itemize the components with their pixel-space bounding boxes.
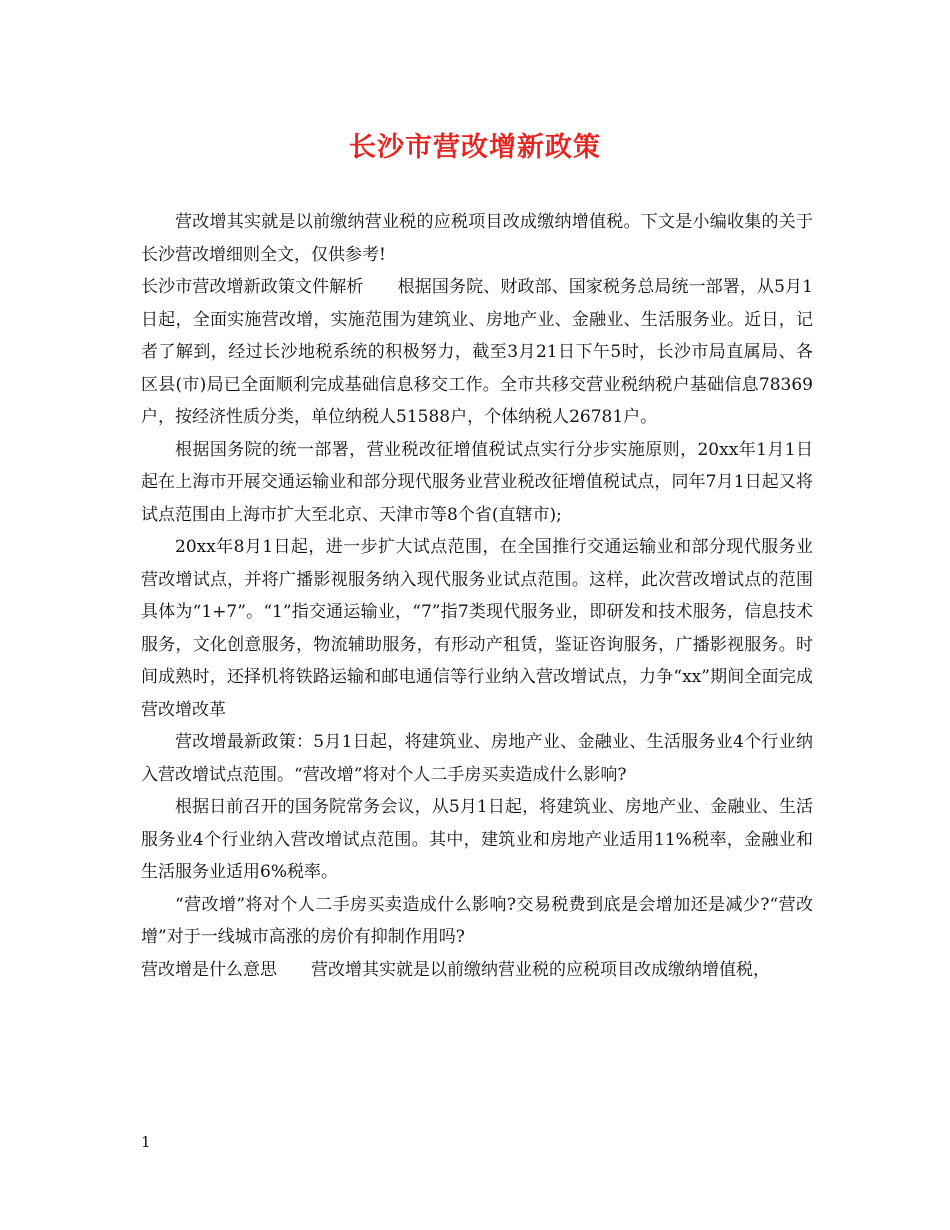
- paragraph-pilot-expansion: 20xx年8月1日起，进一步扩大试点范围，在全国推行交通运输业和部分现代服务业营改增试点，并将广播影视服务纳入现代服务业试点范围。这样，此次营改增试点的范围具体为“1+7”。“1”指交通运输业，“7”指7类现代服务业，即研发和技术服务，信息技术服务，文化创意服务，物流辅助服务，有形动产租赁，鉴证咨询服务，广播影视服务。时间成熟时，还择机将铁路运输和邮电通信等行业纳入营改增试点，力争“xx”期间全面完成营改增改革: [141, 537, 813, 720]
- paragraph-intro: 营改增其实就是以前缴纳营业税的应税项目改成缴纳增值税。下文是小编收集的关于长沙营改增细则全文，仅供参考!: [141, 212, 813, 265]
- paragraph-housing-question: “营改增”将对个人二手房买卖造成什么影响?交易税费到底是会增加还是减少?“营改增”对于一线城市高涨的房价有抑制作用吗?: [141, 894, 813, 947]
- paragraph-latest-policy: 营改增最新政策：5月1日起，将建筑业、房地产业、金融业、生活服务业4个行业纳入营改增试点范围。“营改增”将对个人二手房买卖造成什么影响?: [141, 732, 813, 785]
- paragraph-policy-analysis: 长沙市营改增新政策文件解析 根据国务院、财政部、国家税务总局统一部署，从5月1日起，全面实施营改增，实施范围为建筑业、房地产业、金融业、生活服务业。近日，记者了解到，经过长沙地税系统的积极努力，截至3月21日下午5时，长沙市局直属局、各区县(市)局已全面顺利完成基础信息移交工作。全市共移交营业税纳税户基础信息78369户，按经济性质分类，单位纳税人51588户，个体纳税人26781户。: [141, 277, 813, 427]
- document-body: [141, 206, 813, 986]
- paragraph-tax-rates: 根据日前召开的国务院常务会议，从5月1日起，将建筑业、房地产业、金融业、生活服务业4个行业纳入营改增试点范围。其中，建筑业和房地产业适用11%税率，金融业和生活服务业适用6%税率。: [141, 797, 813, 882]
- document-title: 长沙市营改增新政策: [349, 132, 601, 163]
- page-number: 1: [141, 1133, 151, 1151]
- paragraph-pilot-history: 根据国务院的统一部署，营业税改征增值税试点实行分步实施原则，20xx年1月1日起在上海市开展交通运输业和部分现代服务业营业税改征增值税试点，同年7月1日起又将试点范围由上海市扩大至北京、天津市等8个省(直辖市);: [141, 439, 813, 525]
- paragraph-meaning: 营改增是什么意思 营改增其实就是以前缴纳营业税的应税项目改成缴纳增值税，: [141, 959, 770, 980]
